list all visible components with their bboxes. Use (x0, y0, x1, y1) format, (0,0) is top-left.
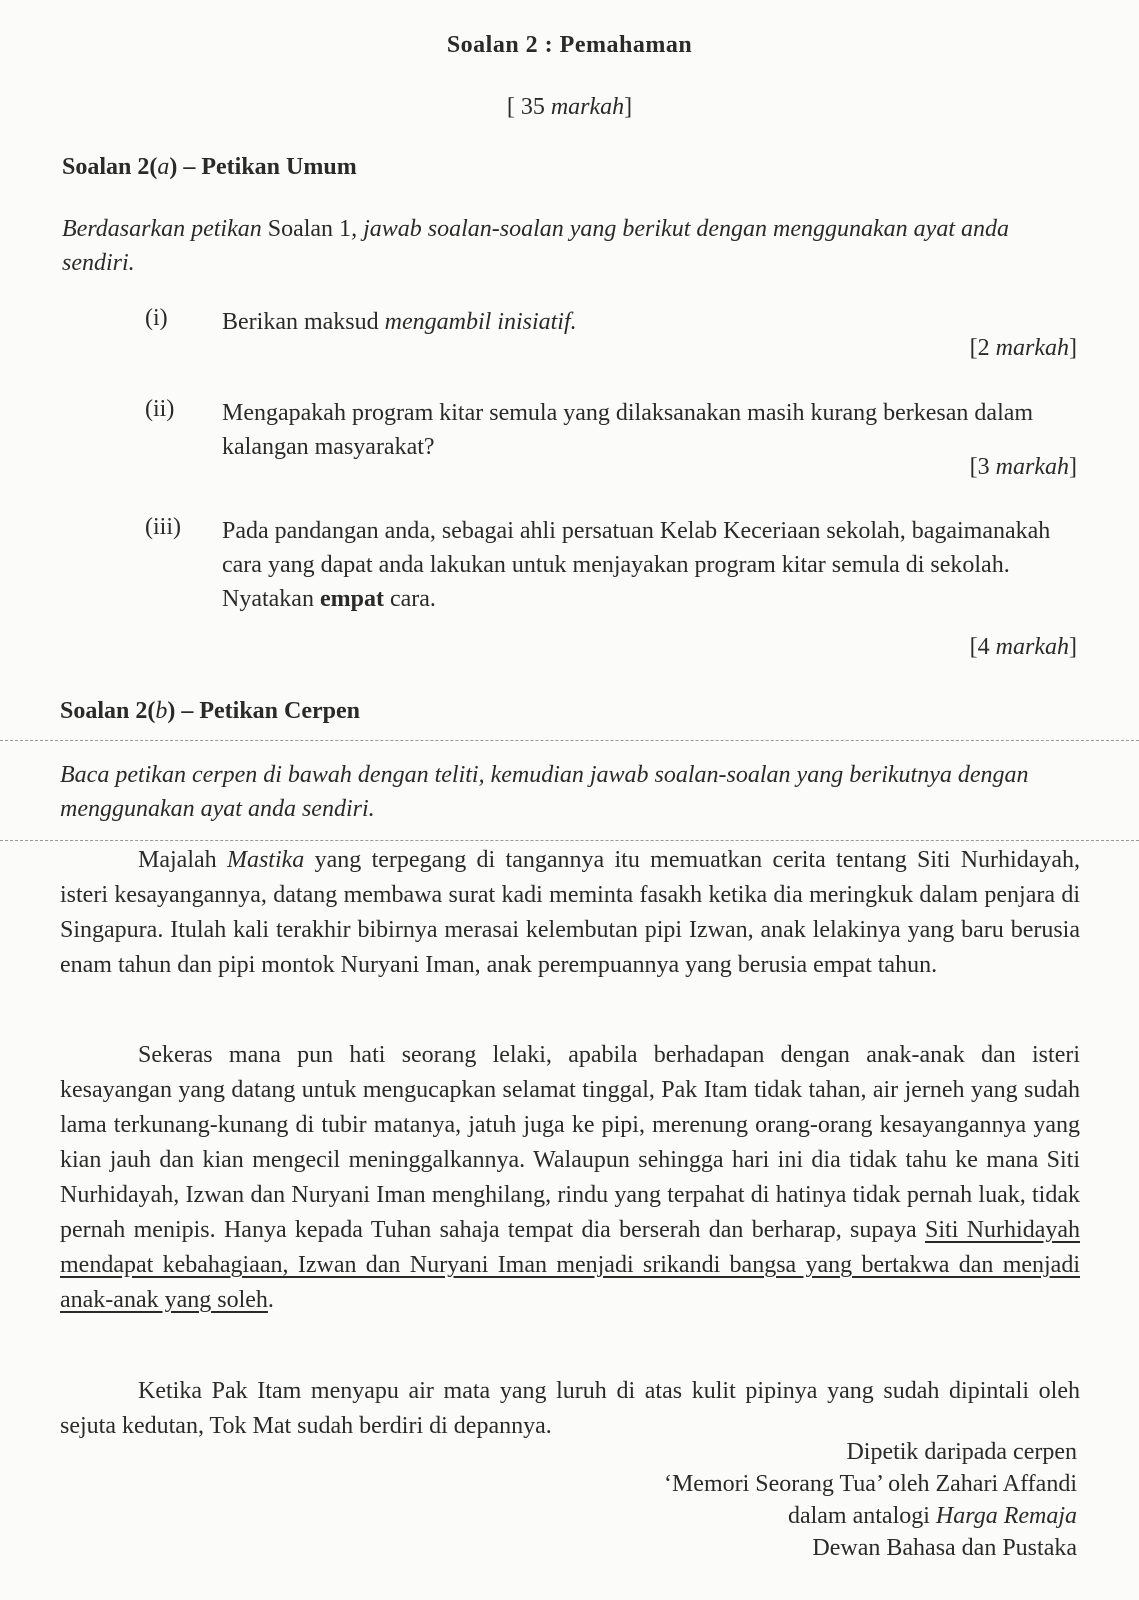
passage-paragraph-3: Ketika Pak Itam menyapu air mata yang luruh di atas kulit pipinya yang sudah dipintali oleh sejuta kedutan, Tok Mat sudah berdiri di depannya. (60, 1378, 1080, 1439)
para1-pre: Majalah (138, 847, 227, 873)
source-line-3-pre: dalam antalogi (787, 1503, 936, 1529)
question-1-text (222, 305, 1082, 339)
divider-top (0, 740, 1139, 741)
section-a-heading-letter: a (157, 154, 170, 180)
question-3-sub-bold: empat (319, 586, 384, 612)
total-marks-number: [ 35 (506, 94, 551, 120)
section-b-heading (60, 698, 360, 725)
question-2-number: (ii) (145, 396, 175, 422)
question-3-sub-post: cara. (383, 586, 436, 612)
question-3-main-text: Pada pandangan anda, sebagai ahli persatuan Kelab Keceriaan sekolah, bagaimanakah cara yang dapat anda lakukan untuk menjayakan program kitar semula di sekolah. (222, 518, 1051, 578)
para1-magazine-title: Mastika (226, 847, 305, 873)
total-marks-word: markah (550, 94, 625, 120)
section-b-heading-letter: b (155, 698, 168, 724)
instruction-part1: Berdasarkan petikan (62, 216, 268, 242)
instruction-ref: Soalan 1 (267, 216, 352, 242)
question-3-sub-pre: Nyatakan (222, 586, 320, 612)
source-anthology-title: Harga Remaja (935, 1503, 1077, 1529)
question-2-text: Mengapakah program kitar semula yang dilaksanakan masih kurang berkesan dalam kalangan masyarakat? (222, 400, 1034, 460)
total-marks-close: ] (624, 94, 633, 120)
question-1-mark-word: markah (995, 335, 1069, 361)
section-a-heading (62, 154, 357, 181)
total-marks (0, 94, 1139, 121)
source-line-3 (664, 1500, 1077, 1532)
para2-pre: Sekeras mana pun hati seorang lelaki, apabila berhadapan dengan anak-anak dan isteri kesayangan yang datang untuk mengucapkan selamat tinggal, Pak Itam tidak tahan, air jerneh yang sudah lama terkunang-kunang di tubir matanya, jatuh juga ke pipi, merenung orang-orang kesayangannya yang kian jauh dan kian mengecil meninggalkannya. Walaupun sehingga hari ini dia tidak tahu ke mana Siti Nurhidayah, Izwan dan Nuryani Iman menghilang, rindu yang terpahat di hatinya tidak pernah luak, tidak pernah menipis. Hanya kepada Tuhan sahaja tempat dia berserah dan berharap, supaya (60, 1042, 1080, 1243)
question-1-text-italic: mengambil inisiatif. (384, 309, 577, 335)
instruction-part2: , jawab soalan-soalan yang berikut dengan menggunakan ayat anda sendiri. (62, 216, 1009, 276)
para2-underlined-text: Siti Nurhidayah mendapat kebahagiaan, Izwan dan Nuryani Iman menjadi srikandi bangsa yang bertakwa dan menjadi anak-anak yang soleh (60, 1217, 1080, 1313)
source-line-4: Dewan Bahasa dan Pustaka (812, 1535, 1077, 1561)
section-a-instruction (62, 212, 1082, 280)
question-2-marks (970, 454, 1077, 481)
passage-paragraph-1 (60, 843, 1080, 983)
para1-post: yang terpegang di tangannya itu memuatkan cerita tentang Siti Nurhidayah, isteri kesayangannya, datang membawa surat kadi meminta fasakh ketika dia meringkuk dalam penjara di Singapura. Itulah kali terakhir bibirnya merasai kelembutan pipi Izwan, anak lelakinya yang baru berusia enam tahun dan pipi montok Nuryani Iman, anak perempuannya yang berusia empat tahun. (60, 847, 1080, 978)
page-title: Soalan 2 : Pemahaman (446, 32, 693, 58)
para2-post: . (267, 1287, 274, 1313)
source-line-2: ‘Memori Seorang Tua’ oleh Zahari Affandi (663, 1471, 1077, 1497)
question-1-number: (i) (145, 305, 168, 331)
question-1-mark-num: [2 (969, 335, 996, 361)
question-3-number: (iii) (145, 514, 181, 540)
section-a-heading-post: ) – Petikan Umum (169, 154, 357, 180)
question-3-marks (970, 634, 1077, 661)
question-1-text-plain: Berikan maksud (222, 309, 385, 335)
question-3-mark-num: [4 (969, 634, 996, 660)
section-b-heading-pre: Soalan 2( (60, 698, 156, 724)
question-2-mark-num: [3 (969, 454, 996, 480)
question-1-mark-close: ] (1069, 335, 1077, 361)
section-b-instruction: Baca petikan cerpen di bawah dengan teliti, kemudian jawab soalan-soalan yang berikutnya dengan menggunakan ayat anda sendiri. (60, 762, 1029, 822)
question-2-mark-word: markah (995, 454, 1069, 480)
question-1-marks (970, 335, 1077, 362)
question-3-mark-word: markah (995, 634, 1069, 660)
source-line-1: Dipetik daripada cerpen (846, 1439, 1077, 1465)
question-3-mark-close: ] (1069, 634, 1077, 660)
passage-paragraph-2 (60, 1038, 1080, 1318)
section-b-heading-post: ) – Petikan Cerpen (167, 698, 361, 724)
source-citation (664, 1436, 1077, 1564)
question-2-mark-close: ] (1069, 454, 1077, 480)
divider-bottom (0, 840, 1139, 841)
question-3-sub-text (222, 582, 1082, 616)
section-a-heading-pre: Soalan 2( (62, 154, 158, 180)
question-3-text (222, 514, 1082, 616)
